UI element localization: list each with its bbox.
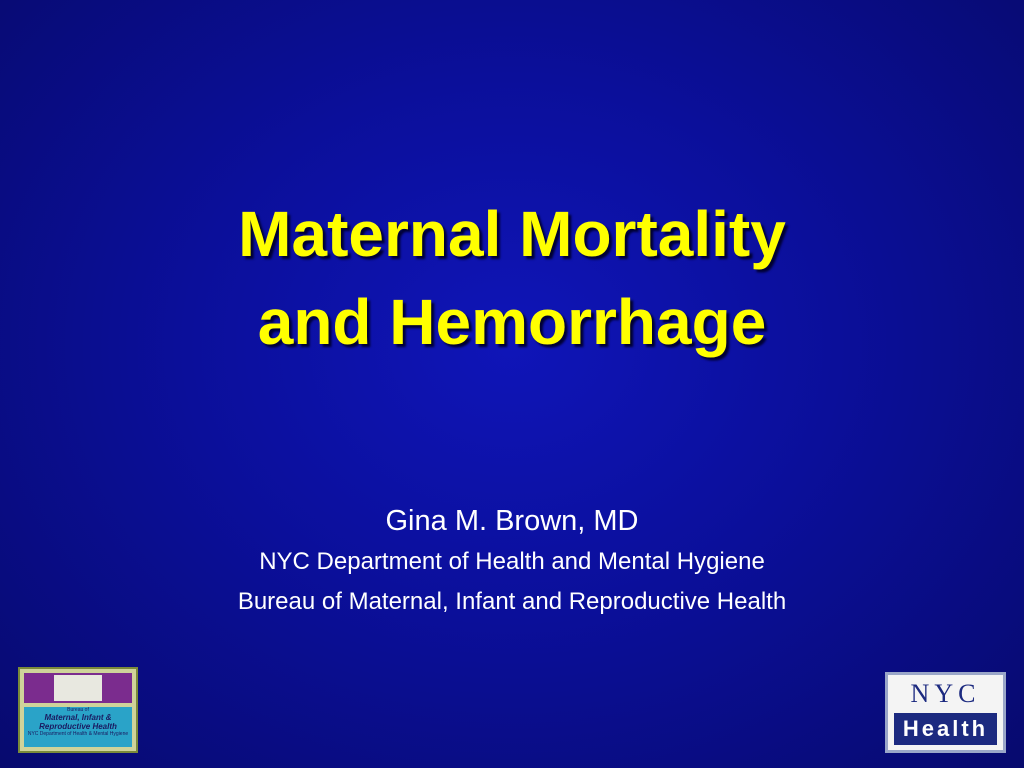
bureau-logo-text [24, 707, 132, 747]
nyc-health-logo-top: NYC [910, 679, 981, 708]
organization-name: NYC Department of Health and Mental Hygiene [259, 548, 765, 575]
title-line-2: and Hemorrhage [257, 286, 767, 358]
bureau-logo-line2: Reproductive Health [39, 722, 117, 731]
slide-subtitle [0, 500, 1024, 622]
bureau-logo-small-top: Bureau of [67, 707, 89, 713]
slide-title [0, 190, 1024, 366]
nyc-health-logo [885, 672, 1006, 753]
nyc-health-logo-bottom: Health [894, 713, 997, 745]
bureau-logo-banner [24, 673, 132, 703]
title-line-1: Maternal Mortality [238, 198, 786, 270]
author-name: Gina M. Brown, MD [385, 505, 639, 537]
family-figures-icon [54, 675, 102, 701]
bureau-logo [18, 667, 138, 753]
bureau-logo-small-bottom: NYC Department of Health & Mental Hygiene [27, 731, 129, 737]
bureau-logo-line1: Maternal, Infant & [44, 713, 112, 722]
bureau-name: Bureau of Maternal, Infant and Reproductive Health [237, 588, 787, 615]
